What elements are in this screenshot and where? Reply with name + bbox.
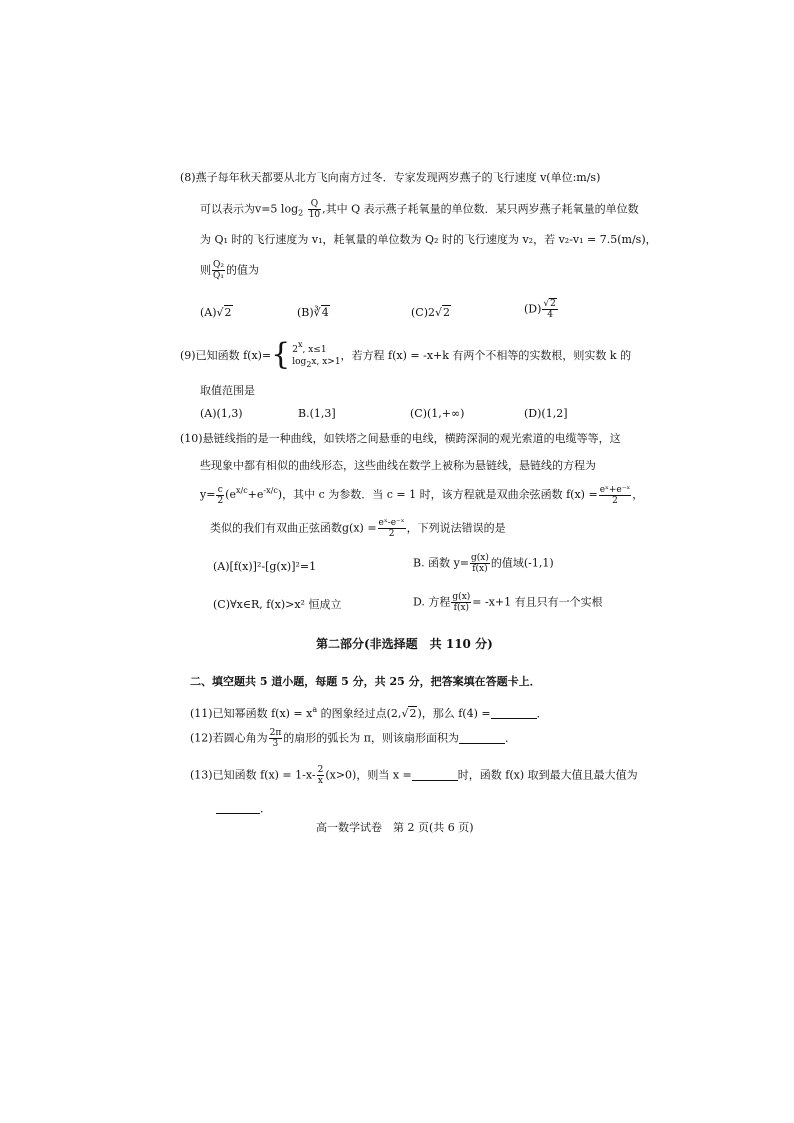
q13-x-blank[interactable] [412, 769, 458, 781]
q9-piecewise: 2x, x≤1 log2x, x>1 [292, 340, 341, 369]
q9-option-c[interactable]: (C)(1,+∞) [410, 407, 465, 420]
q10-option-a[interactable]: (A)[f(x)]²-[g(x)]²=1 [213, 560, 317, 573]
q12: (12)若圆心角为 $\frac{2\pi}{3}$ 的扇形的弧长为 π，则该扇形面积为 ． [190, 728, 516, 749]
q9-option-a[interactable]: (A)(1,3) [200, 407, 243, 420]
q9-line1: (9)已知函数 f(x)= { 2x, x≤1 log2x, x>1 ，若方程 f(x) = -x+k 有两个不相等的实数根，则实数 k 的 [180, 337, 632, 372]
q8-ratio: $\frac{\text{Q₂}}{\text{Q₁}}$ [213, 260, 224, 281]
q8-option-d[interactable]: (D) $\frac{√2}{4}$ [524, 299, 556, 320]
page-footer: 高一数学试卷 第 2 页(共 6 页) [316, 821, 474, 834]
q13-line1: (13)已知函数 f(x) = 1-x- $\frac{2}{x}$ (x>0)，则当 x = 时，函数 f(x) 取到最大值且最大值为 [190, 765, 638, 786]
q8-line4: 则 $\frac{\text{Q₂}}{\text{Q₁}}$ 的值为 [200, 260, 259, 281]
part2-heading: 二、填空题共 5 道小题，每题 5 分，共 25 分，把答案填在答题卡上． [190, 675, 541, 688]
q10-option-d[interactable]: D. 方程 $\frac{g(x)}{f(x)}$ = -x+1 有且只有一个实根 [413, 592, 603, 613]
q8-option-a[interactable]: (A)√2 [200, 306, 232, 319]
q13-line2: ． [216, 801, 271, 816]
q13-max-blank[interactable] [216, 802, 260, 814]
q9-option-d[interactable]: (D)(1,2] [524, 407, 568, 420]
sinh-fraction: $\frac{\text{eˣ-e⁻ˣ}}{2}$ [378, 518, 405, 539]
q9-option-b[interactable]: B.(1,3] [298, 407, 336, 420]
q10-option-b[interactable]: B. 函数 y= $\frac{g(x)}{f(x)}$ 的值域(-1,1) [413, 553, 554, 574]
q8-line2: 可以表示为v=5 $\log_2$ $\frac{Q}{10}$ ,其中 Q 表示燕子耗氧量的单位数．某只两岁燕子耗氧量的单位数 [200, 199, 639, 220]
q8-option-c[interactable]: (C)2√2 [411, 306, 451, 319]
q10-line1: (10)悬链线指的是一种曲线，如铁塔之间悬垂的电线，横跨深洞的观光索道的电缆等等，这 [180, 432, 621, 445]
q8-line3: 为 Q₁ 时的飞行速度为 v₁，耗氧量的单位数为 Q₂ 时的飞行速度为 v₂，若 v₂-v₁ = 7.5(m/s)， [200, 233, 657, 246]
q11: (11)已知幂函数 $f(x) = x^a$ 的图象经过点(2,√2)，那么 f(4) = ． [190, 705, 548, 720]
part2-title: 第二部分(非选择题 共 110 分) [316, 637, 493, 651]
q8-fraction: $\frac{Q}{10}$ [308, 199, 321, 220]
q8-option-b[interactable]: (B)∛4 [297, 306, 329, 319]
cosh-fraction: $\frac{\text{eˣ+e⁻ˣ}}{2}$ [599, 484, 631, 506]
q10-option-c[interactable]: (C)∀x∈R, f(x)>x² 恒成立 [213, 598, 342, 611]
q10-line2: 些现象中都有相似的曲线形态，这些曲线在数学上被称为悬链线，悬链线的方程为 [200, 459, 596, 472]
q10-line3: y= $\frac{c}{2}$ $(e^{x/c}+e^{-x/c})$，其中 c 为参数．当 c = 1 时，该方程就是双曲余弦函数 f(x) = $\frac{\text{eˣ+e⁻ˣ}}{2}$ ， [200, 484, 644, 506]
q9-line2: 取值范围是 [200, 384, 255, 397]
q10-line4: 类似的我们有双曲正弦函数g(x) = $\frac{\text{eˣ-e⁻ˣ}}{2}$ ，下列说法错误的是 [210, 518, 506, 539]
q12-answer-blank[interactable] [459, 732, 505, 744]
q11-answer-blank[interactable] [491, 707, 537, 719]
q8-line1: (8)燕子每年秋天都要从北方飞向南方过冬．专家发现两岁燕子的飞行速度 v(单位:m/s) [180, 171, 601, 184]
